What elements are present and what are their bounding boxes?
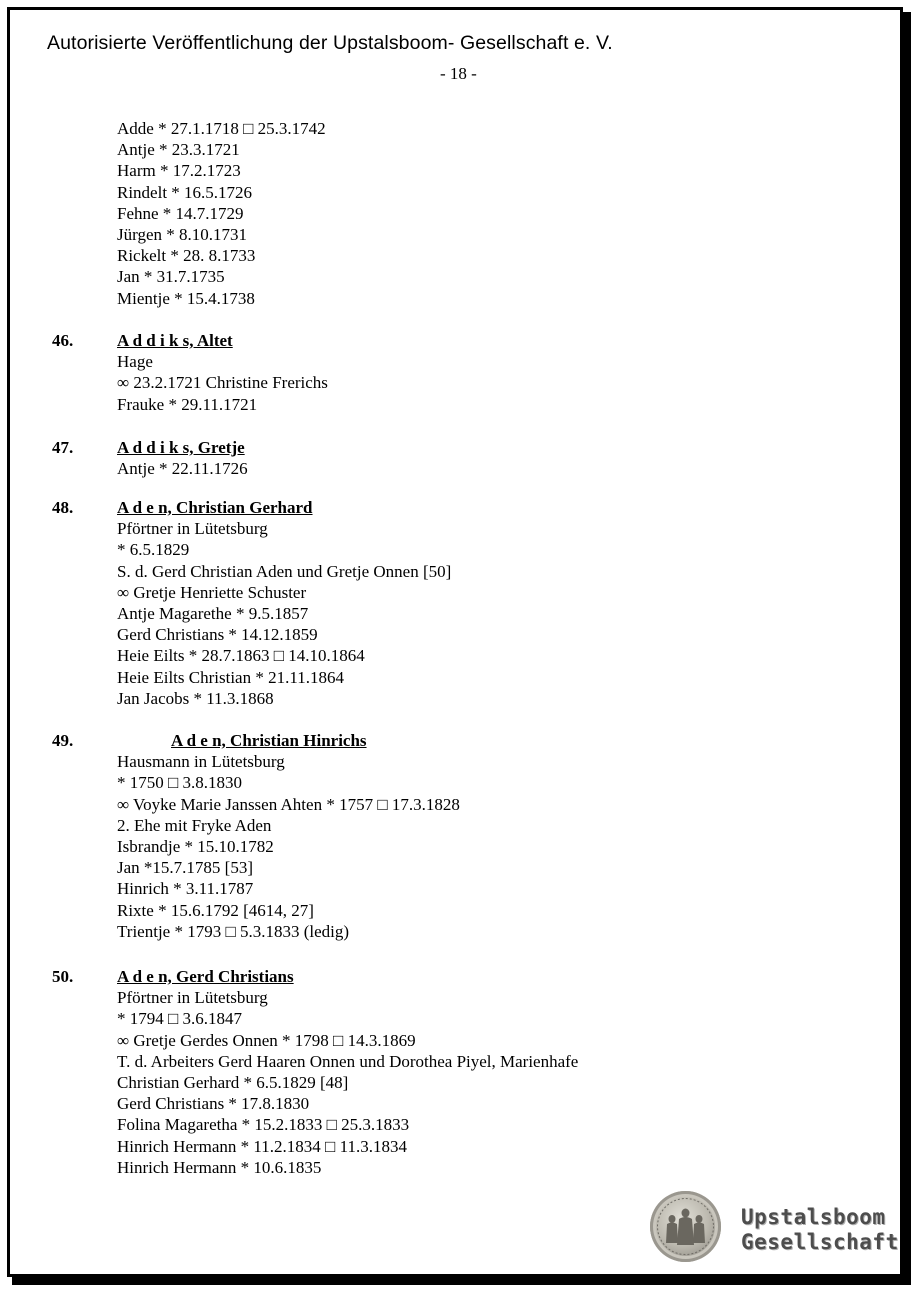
entry-line: Pförtner in Lütetsburg — [117, 988, 268, 1008]
entry-line: Gerd Christians * 14.12.1859 — [117, 625, 318, 645]
entry-line: * 1794 □ 3.6.1847 — [117, 1009, 243, 1029]
entry-title: A d d i k s, Gretje — [117, 438, 245, 457]
entry-line: Heie Eilts * 28.7.1863 □ 14.10.1864 — [117, 646, 365, 666]
page-header: Autorisierte Veröffentlichung der Upstalsboom- Gesellschaft e. V. — [47, 32, 613, 54]
entry-title: A d e n, Gerd Christians — [117, 967, 294, 986]
page-shadow-bottom — [12, 1277, 911, 1285]
page-number: - 18 - — [440, 64, 477, 83]
entry-line: Frauke * 29.11.1721 — [117, 394, 258, 414]
entry-line: Gerd Christians * 17.8.1830 — [117, 1094, 310, 1114]
page-shadow-right — [903, 12, 911, 1285]
entry-line: Trientje * 1793 □ 5.3.1833 (ledig) — [117, 921, 350, 941]
entry-line: Heie Eilts Christian * 21.11.1864 — [117, 667, 344, 687]
entry-line: ∞ 23.2.1721 Christine Frerichs — [117, 373, 328, 393]
entry-line: Christian Gerhard * 6.5.1829 [48] — [117, 1073, 349, 1093]
entry-line: Folina Magaretha * 15.2.1833 □ 25.3.1833 — [117, 1115, 410, 1135]
entry-line: 2. Ehe mit Fryke Aden — [117, 815, 272, 835]
list-line: Rickelt * 28. 8.1733 — [117, 246, 256, 266]
intro-list — [117, 118, 326, 309]
entry-title: A d e n, Christian Hinrichs — [171, 731, 367, 750]
entry-line: ∞ Gretje Gerdes Onnen * 1798 □ 14.3.1869 — [117, 1030, 416, 1050]
entry-line: ∞ Gretje Henriette Schuster — [117, 582, 307, 602]
entry-line: ∞ Voyke Marie Janssen Ahten * 1757 □ 17.3.1828 — [117, 794, 460, 814]
entry-line: S. d. Gerd Christian Aden und Gretje Onnen [50] — [117, 561, 452, 581]
entry-line: Hinrich * 3.11.1787 — [117, 879, 254, 899]
entry-number: 47. — [52, 438, 74, 457]
list-line: Rindelt * 16.5.1726 — [117, 182, 253, 202]
list-line: Harm * 17.2.1723 — [117, 161, 241, 181]
entry-line: Hausmann in Lütetsburg — [117, 752, 285, 772]
entry-line: Hinrich Hermann * 10.6.1835 — [117, 1157, 322, 1177]
list-line: Antje * 23.3.1721 — [117, 140, 240, 160]
entry-line: * 1750 □ 3.8.1830 — [117, 773, 243, 793]
entry-line: Antje Magarethe * 9.5.1857 — [117, 604, 309, 624]
entry-line: Pförtner in Lütetsburg — [117, 519, 268, 539]
society-seal-icon — [650, 1191, 721, 1262]
entry-line: Isbrandje * 15.10.1782 — [117, 837, 274, 857]
entry-line: Antje * 22.11.1726 — [117, 459, 248, 479]
entry-line: T. d. Arbeiters Gerd Haaren Onnen und Dorothea Piyel, Marienhafe — [117, 1051, 579, 1071]
list-line: Jan * 31.7.1735 — [117, 267, 225, 287]
list-line: Adde * 27.1.1718 □ 25.3.1742 — [117, 119, 326, 138]
entry-line: Hage — [117, 352, 153, 372]
logo-text-line-2: Gesellschaft — [741, 1230, 899, 1254]
list-line: Fehne * 14.7.1729 — [117, 203, 244, 223]
entry-line: Jan Jacobs * 11.3.1868 — [117, 688, 274, 708]
entry-line: Hinrich Hermann * 11.2.1834 □ 11.3.1834 — [117, 1136, 407, 1156]
entry-line: Jan *15.7.1785 [53] — [117, 858, 253, 878]
logo-text-line-1: Upstalsboom — [741, 1205, 886, 1229]
entry-line: Rixte * 15.6.1792 [4614, 27] — [117, 900, 314, 920]
entry-number: 46. — [52, 331, 74, 350]
list-line: Jürgen * 8.10.1731 — [117, 225, 248, 245]
entry-number: 50. — [52, 967, 74, 986]
entry-title: A d e n, Christian Gerhard — [117, 498, 313, 517]
entry-title: A d d i k s, Altet — [117, 331, 233, 350]
entry-number: 49. — [52, 731, 74, 750]
entry-line: * 6.5.1829 — [117, 540, 190, 560]
list-line: Mientje * 15.4.1738 — [117, 288, 255, 308]
entry-number: 48. — [52, 498, 74, 517]
